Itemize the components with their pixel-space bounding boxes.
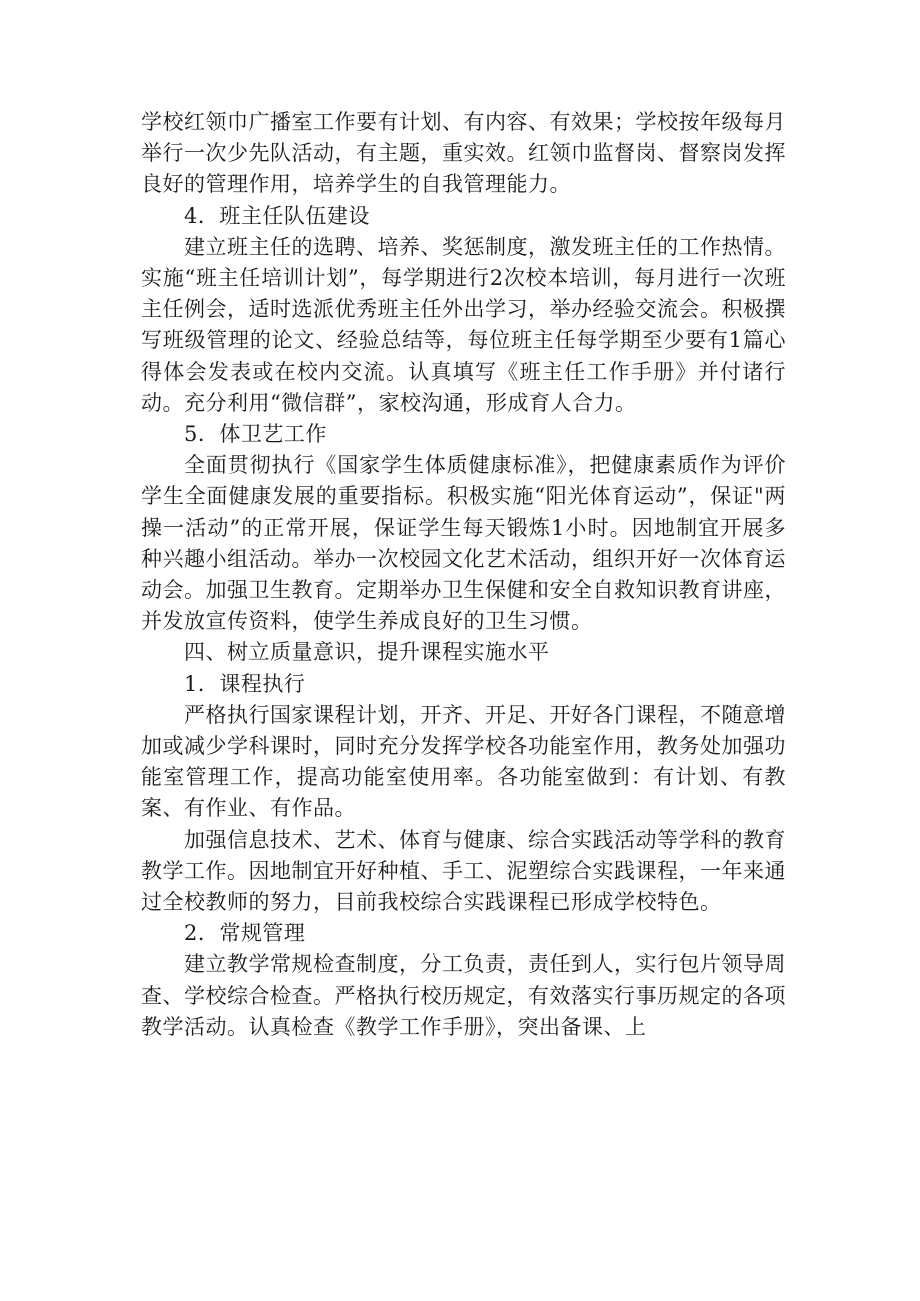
- heading-sports-health-arts: 5．体卫艺工作: [184, 422, 327, 447]
- paragraph-young-pioneers: 学校红领巾广播室工作要有计划、有内容、有效果；学校按年级每月举行一次少先队活动，有主题，重实效。红领巾监督岗、督察岗发挥良好的管理作用，培养学生的自我管理能力。: [141, 110, 786, 197]
- heading-head-teacher-team: 4．班主任队伍建设: [184, 203, 370, 228]
- paragraph-national-curriculum: 严格执行国家课程计划，开齐、开足、开好各门课程，不随意增加或减少学科课时，同时充分发挥学校各功能室作用，教务处加强功能室管理工作，提高功能室使用率。各功能室做到：有计划、有教案、有作业、有作品。: [141, 702, 786, 821]
- paragraph-teaching-inspection: 建立教学常规检查制度，分工负责，责任到人，实行包片领导周查、学校综合检查。严格执行校历规定，有效落实行事历规定的各项教学活动。认真检查《教学工作手册》，突出备课、上: [141, 952, 786, 1039]
- heading-curriculum-execution: 1．课程执行: [184, 671, 306, 696]
- heading-section-four: 四、树立质量意识，提升课程实施水平: [184, 640, 550, 665]
- paragraph-head-teacher-training: 建立班主任的选聘、培养、奖惩制度，激发班主任的工作热情。实施“班主任培训计划”，每学期进行2次校本培训，每月进行一次班主任例会，适时选派优秀班主任外出学习，举办经验交流会。积极撰写班级管理的论文、经验总结等，每位班主任每学期至少要有1篇心得体会发表或在校内交流。认真填写《班主任工作手册》并付诸行动。充分利用“微信群”，家校沟通，形成育人合力。: [141, 234, 786, 415]
- paragraph-it-arts-practice: 加强信息技术、艺术、体育与健康、综合实践活动等学科的教育教学工作。因地制宜开好种植、手工、泥塑综合实践课程，一年来通过全校教师的努力，目前我校综合实践课程已形成学校特色。: [141, 827, 786, 915]
- paragraph-physical-health: 全面贯彻执行《国家学生体质健康标准》，把健康素质作为评价学生全面健康发展的重要指标。积极实施“阳光体育运动”，保证"两操一活动”的正常开展，保证学生每天锻炼1小时。因地制宜开展多种兴趣小组活动。举办一次校园文化艺术活动，组织开好一次体育运动会。加强卫生教育。定期举办卫生保健和安全自救知识教育讲座，并发放宣传资料，使学生养成良好的卫生习惯。: [141, 453, 786, 634]
- heading-routine-management: 2．常规管理: [184, 921, 306, 946]
- document-body: [141, 107, 786, 1043]
